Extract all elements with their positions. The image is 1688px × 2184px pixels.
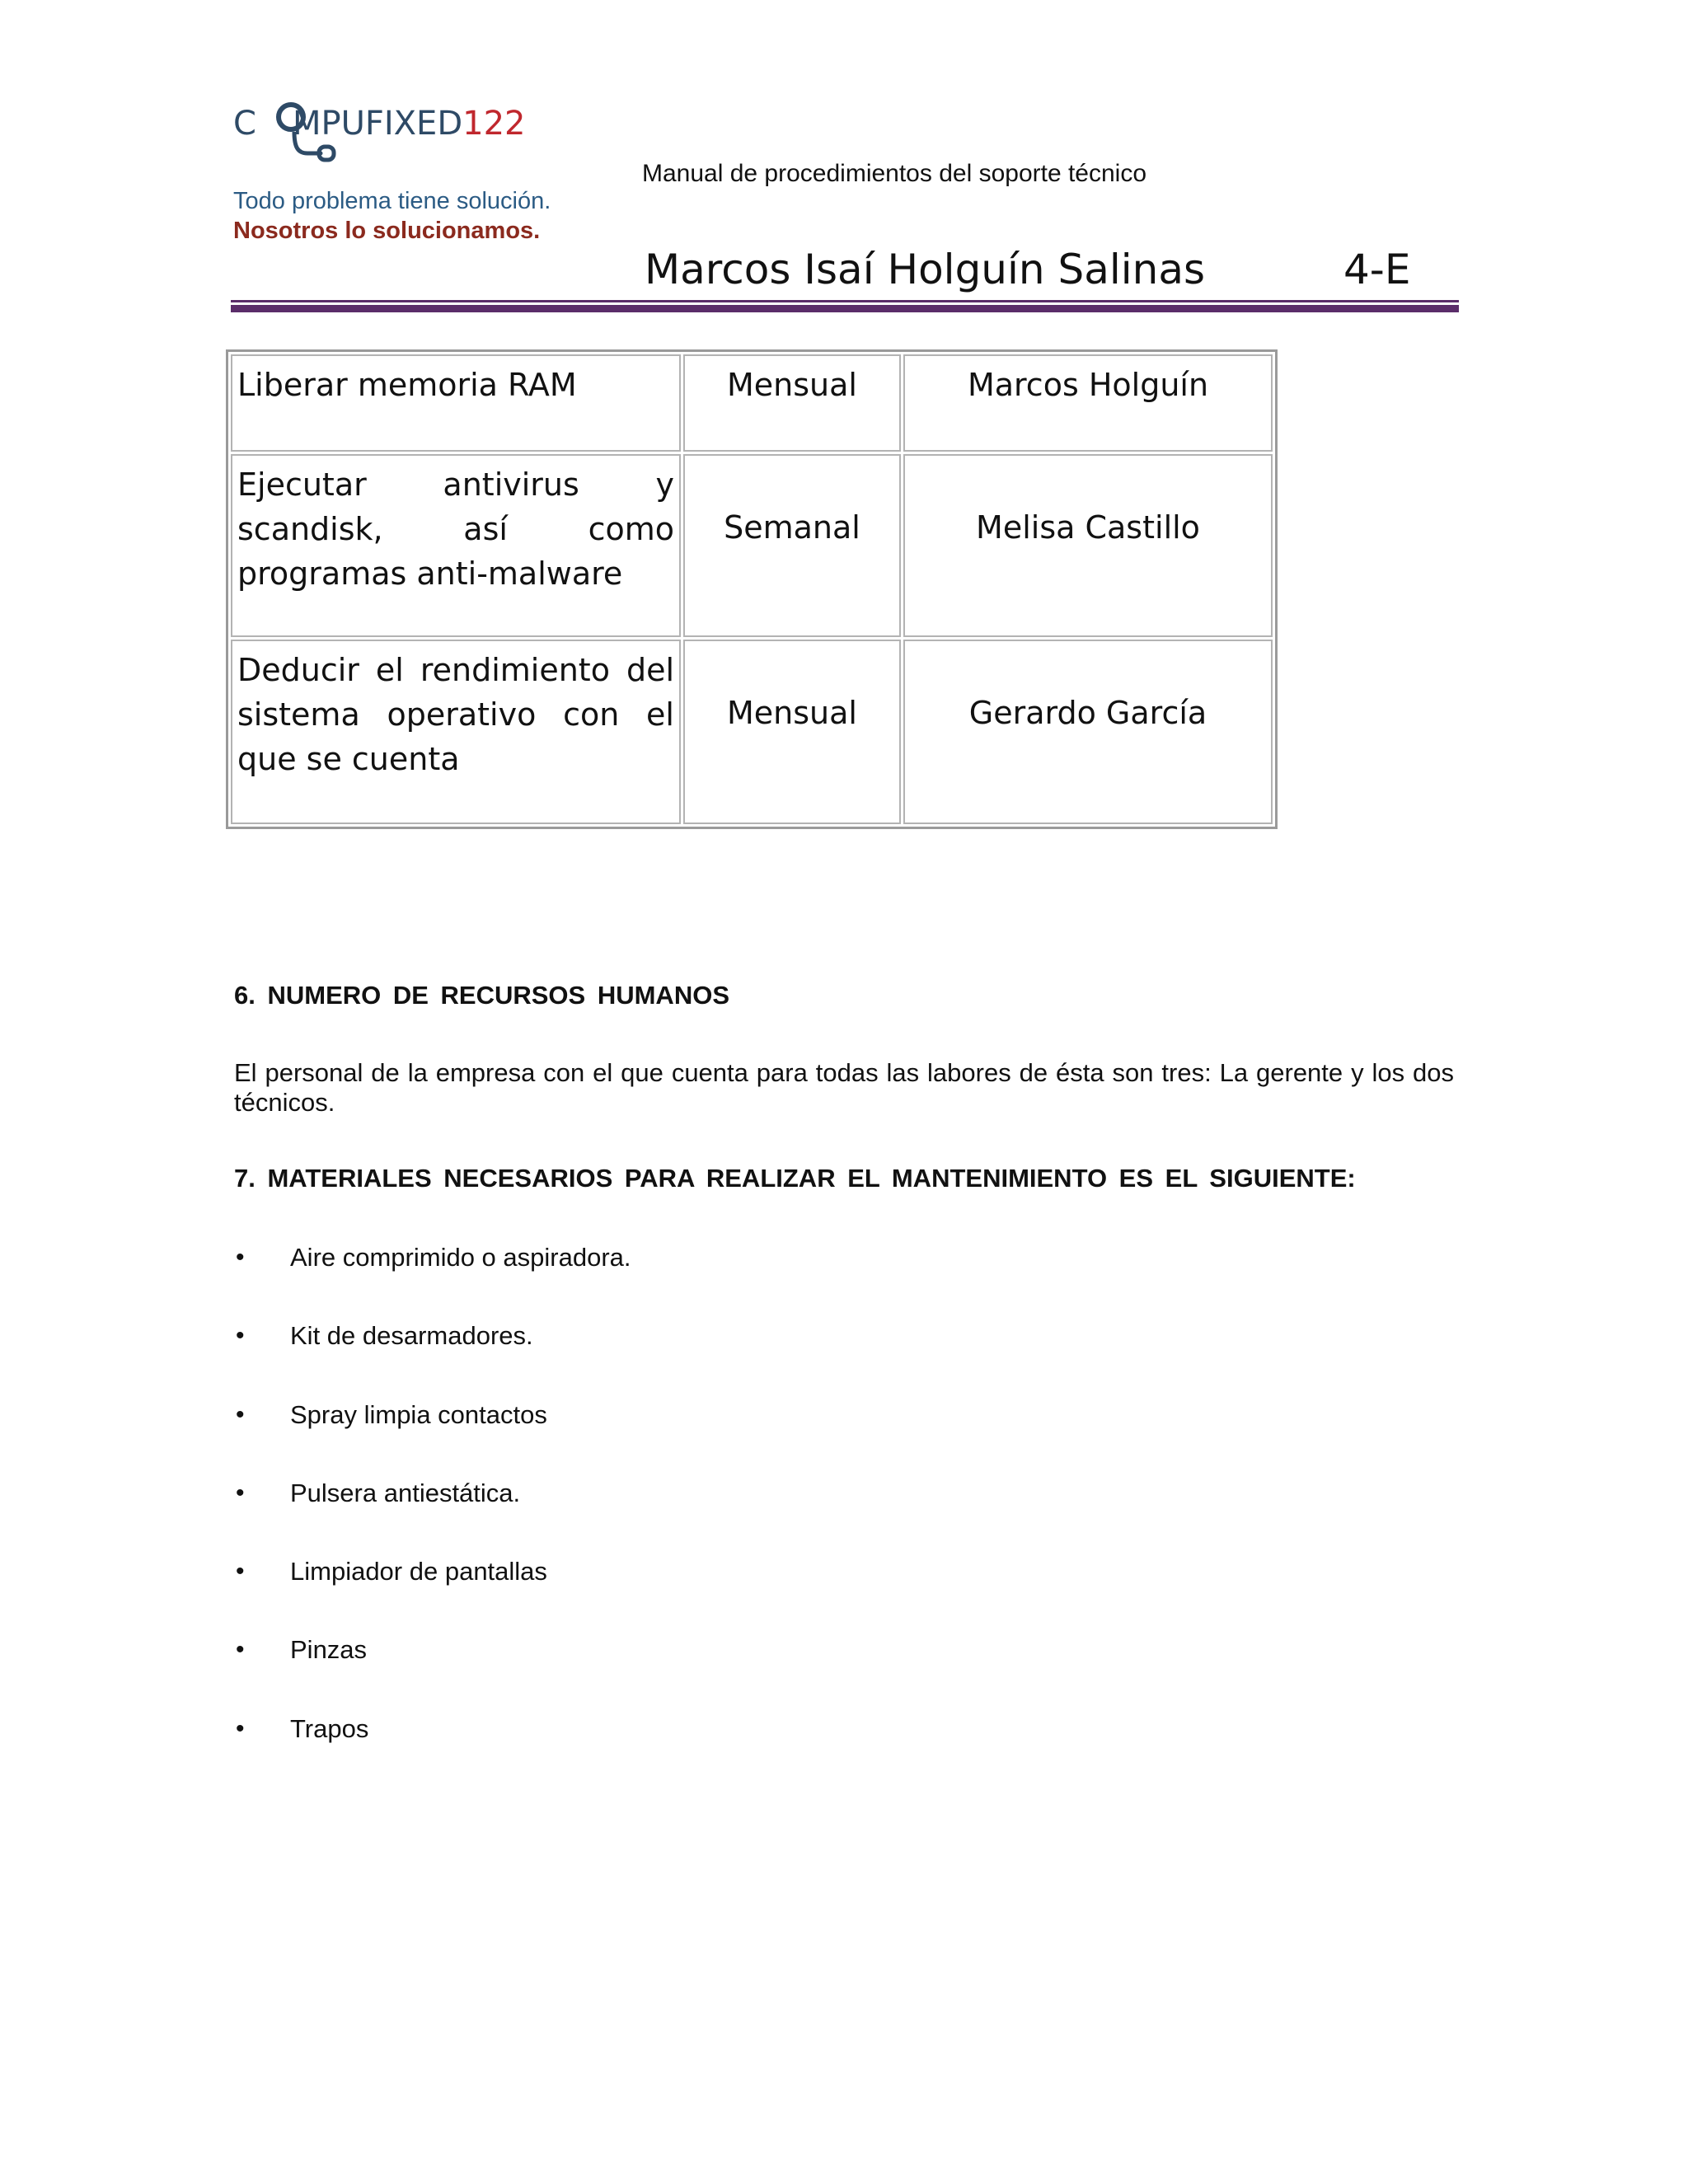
responsible-cell [903,454,1273,637]
list-item-text: Pulsera antiestática. [290,1478,521,1507]
table-row [231,354,1273,452]
task-cell: Deducir el rendimiento del sistema operativo con el que se cuenta [231,640,681,824]
task-cell: Liberar memoria RAM [231,354,681,452]
maintenance-table [226,349,1278,829]
responsible-text: Melisa Castillo [976,509,1200,546]
list-item-text: Trapos [290,1713,369,1743]
header-rule-thick [231,305,1459,312]
bullet-icon: • [236,1479,245,1507]
bullet-icon: • [236,1244,245,1271]
bullet-icon: • [236,1322,245,1350]
responsible-text: Gerardo García [968,695,1207,731]
header-rule-thin [231,300,1459,302]
section-6-heading: 6. NUMERO DE RECURSOS HUMANOS [234,981,729,1010]
logo-ring [276,102,306,132]
responsible-cell [903,640,1273,824]
frequency-cell [683,640,901,824]
list-item-text: Kit de desarmadores. [290,1321,533,1351]
frequency-text: Mensual [727,695,857,731]
bullet-icon: • [236,1714,245,1742]
section-6-paragraph: El personal de la empresa con el que cuenta para todas las labores de ésta son tres: La gerente y los dos técnicos. [234,1058,1454,1117]
author-name: Marcos Isaí Holguín Salinas [645,246,1206,293]
company-logo [233,92,530,185]
document-title: Manual de procedimientos del soporte técnico [642,160,1147,187]
bullet-icon: • [236,1558,245,1586]
task-cell: Ejecutar antivirus y scandisk, así como programas anti-malware [231,454,681,637]
stethoscope-icon [289,132,339,165]
tagline-line-1: Todo problema tiene solución. [233,188,551,214]
table-row [231,454,1273,637]
group-label: 4-E [1343,246,1411,293]
tagline-line-2: Nosotros lo solucionamos. [233,218,541,244]
list-item-text: Aire comprimido o aspiradora. [290,1243,631,1272]
responsible-cell: Marcos Holguín [903,354,1273,452]
list-item-text: Spray limpia contactos [290,1399,547,1429]
bullet-icon: • [236,1636,245,1664]
frequency-cell [683,454,901,637]
section-7-heading: 7. MATERIALES NECESARIOS PARA REALIZAR EL MANTENIMIENTO ES EL SIGUIENTE: [234,1164,1356,1193]
logo-wordmark: C MPUFIXED122 [233,105,526,143]
list-item-text: Pinzas [290,1635,368,1665]
table-row [231,640,1273,824]
bullet-icon: • [236,1400,245,1428]
frequency-cell: Mensual [683,354,901,452]
list-item-text: Limpiador de pantallas [290,1557,547,1586]
frequency-text: Semanal [724,509,860,546]
